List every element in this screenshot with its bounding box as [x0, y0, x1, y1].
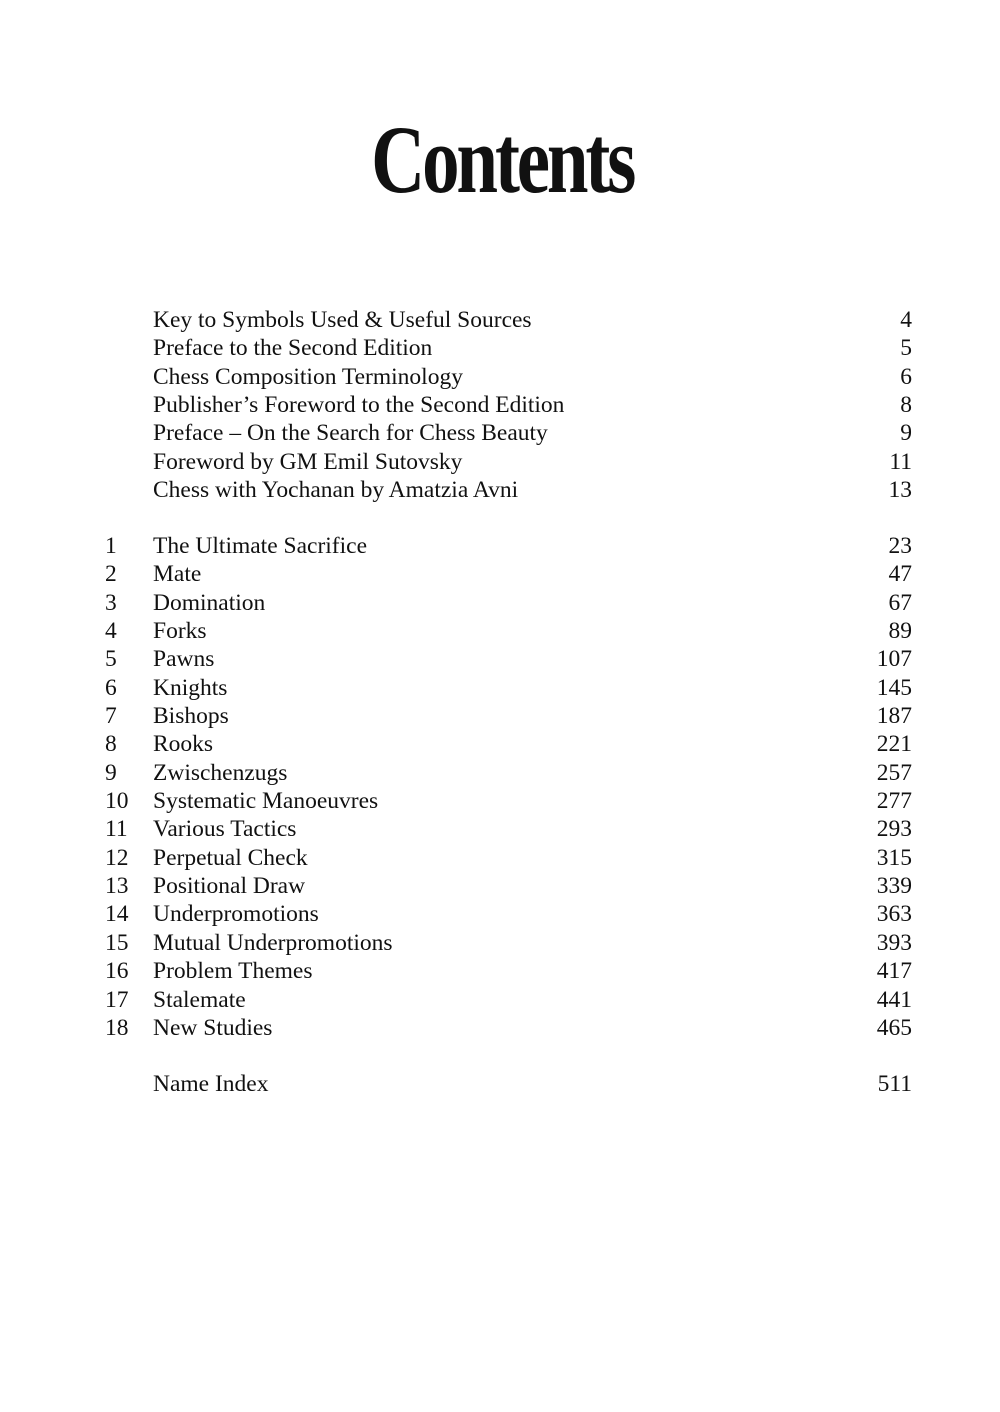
- toc-entry: [105, 334, 912, 362]
- entry-page-number: 315: [876, 844, 912, 871]
- entry-page-number: 511: [877, 1071, 912, 1097]
- entry-title: Rooks: [153, 731, 214, 758]
- entry-title: Key to Symbols Used & Useful Sources: [153, 307, 532, 333]
- chapter-entry: [105, 929, 912, 957]
- chapter-list: [105, 532, 912, 1042]
- entry-page-number: 257: [876, 759, 912, 786]
- chapter-entry: [105, 730, 912, 758]
- chapter-entry: [105, 674, 912, 702]
- toc-entry: [105, 419, 912, 447]
- chapter-entry: [105, 844, 912, 872]
- page-title: Contents: [371, 106, 634, 213]
- entry-page-number: 293: [876, 816, 912, 843]
- chapter-number: 14: [105, 901, 129, 928]
- chapter-entry: [105, 560, 912, 588]
- toc-entry: [105, 448, 912, 476]
- chapter-number: 17: [105, 986, 129, 1013]
- entry-page-number: 339: [876, 873, 912, 900]
- entry-page-number: 363: [876, 901, 912, 928]
- entry-title: Preface to the Second Edition: [153, 335, 433, 362]
- entry-title: Zwischenzugs: [153, 759, 288, 786]
- entry-title: Name Index: [153, 1071, 269, 1097]
- chapter-number: 5: [105, 646, 117, 673]
- entry-page-number: 417: [876, 958, 912, 985]
- chapter-number: 13: [105, 873, 129, 900]
- chapter-entry: [105, 787, 912, 815]
- entry-title: Underpromotions: [153, 901, 319, 928]
- toc-entry: [105, 391, 912, 419]
- entry-page-number: 9: [900, 420, 912, 447]
- entry-page-number: 187: [876, 703, 912, 730]
- chapter-entry: [105, 702, 912, 730]
- entry-title: Chess Composition Terminology: [153, 363, 463, 390]
- chapter-entry: [105, 872, 912, 900]
- entry-title: Pawns: [153, 646, 215, 673]
- entry-page-number: 11: [889, 448, 912, 475]
- chapter-entry: [105, 986, 912, 1014]
- entry-page-number: 47: [888, 561, 912, 588]
- toc-entry: [105, 306, 912, 334]
- entry-page-number: 89: [888, 618, 912, 645]
- entry-title: Systematic Manoeuvres: [153, 788, 379, 815]
- entry-title: New Studies: [153, 1014, 273, 1041]
- entry-title: Knights: [153, 674, 228, 701]
- entry-page-number: 13: [888, 477, 912, 504]
- entry-page-number: 23: [888, 533, 912, 559]
- chapter-entry: [105, 532, 912, 560]
- entry-page-number: 8: [900, 392, 912, 419]
- chapter-number: 1: [105, 533, 117, 559]
- toc-entry: [105, 363, 912, 391]
- chapter-number: 7: [105, 703, 117, 730]
- entry-title: Forks: [153, 618, 207, 645]
- chapter-entry: [105, 900, 912, 928]
- chapter-number: 9: [105, 759, 117, 786]
- entry-title: Preface – On the Search for Chess Beauty: [153, 420, 548, 447]
- entry-page-number: 221: [876, 731, 912, 758]
- entry-page-number: 5: [900, 335, 912, 362]
- chapter-entry: [105, 1014, 912, 1042]
- toc-entry: [105, 476, 912, 504]
- entry-page-number: 107: [876, 646, 912, 673]
- entry-title: Chess with Yochanan by Amatzia Avni: [153, 477, 519, 504]
- entry-title: Mutual Underpromotions: [153, 929, 393, 956]
- entry-title: The Ultimate Sacrifice: [153, 533, 368, 559]
- entry-page-number: 145: [876, 674, 912, 701]
- chapter-number: 16: [105, 958, 129, 985]
- entry-page-number: 277: [876, 788, 912, 815]
- chapter-number: 10: [105, 788, 129, 815]
- chapter-entry: [105, 617, 912, 645]
- chapter-number: 11: [105, 816, 128, 843]
- chapter-number: 6: [105, 674, 117, 701]
- chapter-number: 15: [105, 929, 129, 956]
- entry-title: Domination: [153, 589, 266, 616]
- entry-page-number: 465: [876, 1014, 912, 1041]
- entry-title: Mate: [153, 561, 202, 588]
- chapter-number: 18: [105, 1014, 129, 1041]
- entry-title: Various Tactics: [153, 816, 297, 843]
- chapter-entry: [105, 759, 912, 787]
- entry-page-number: 6: [900, 363, 912, 390]
- entry-title: Foreword by GM Emil Sutovsky: [153, 448, 463, 475]
- chapter-entry: [105, 589, 912, 617]
- chapter-number: 8: [105, 731, 117, 758]
- entry-title: Bishops: [153, 703, 229, 730]
- chapter-entry: [105, 815, 912, 843]
- chapter-number: 12: [105, 844, 129, 871]
- toc-entry: [105, 1070, 912, 1098]
- entry-title: Problem Themes: [153, 958, 313, 985]
- chapter-number: 2: [105, 561, 117, 588]
- chapter-entry: [105, 957, 912, 985]
- back-matter-list: [105, 1070, 912, 1098]
- entry-page-number: 67: [888, 589, 912, 616]
- entry-title: Perpetual Check: [153, 844, 308, 871]
- entry-title: Positional Draw: [153, 873, 306, 900]
- chapter-number: 3: [105, 589, 117, 616]
- entry-page-number: 393: [876, 929, 912, 956]
- entry-title: Stalemate: [153, 986, 246, 1013]
- entry-page-number: 4: [900, 307, 912, 333]
- chapter-entry: [105, 645, 912, 673]
- entry-title: Publisher’s Foreword to the Second Edition: [153, 392, 565, 419]
- front-matter-list: [105, 306, 912, 504]
- chapter-number: 4: [105, 618, 117, 645]
- entry-page-number: 441: [876, 986, 912, 1013]
